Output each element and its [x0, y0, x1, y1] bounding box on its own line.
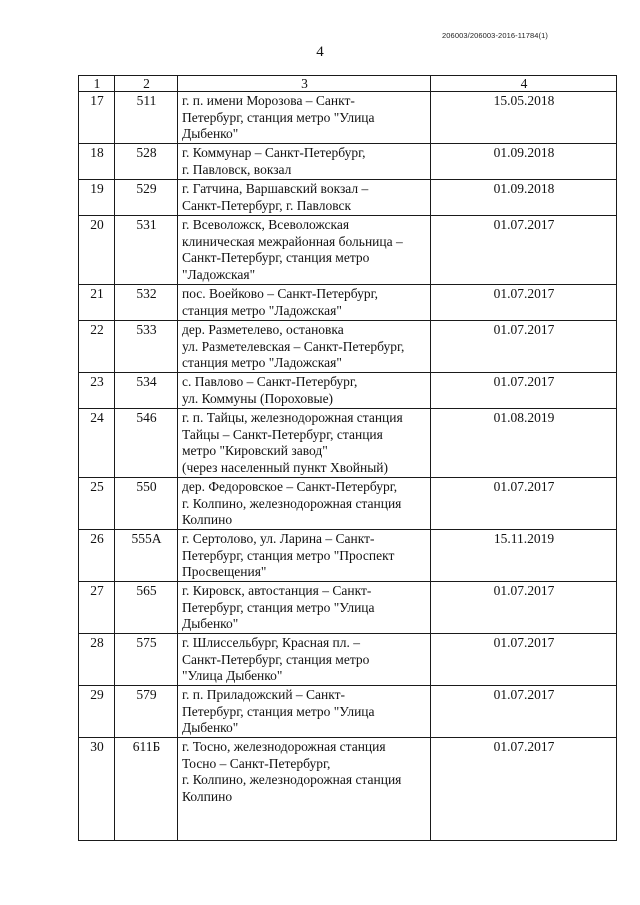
table-row — [79, 92, 617, 144]
start-date-cell: 01.07.2017 — [431, 634, 617, 686]
start-date-cell: 15.11.2019 — [431, 530, 617, 582]
row-number-cell: 22 — [79, 321, 115, 373]
route-description-cell: г. Тосно, железнодорожная станция Тосно – Санкт-Петербург, г. Колпино, железнодорожная станция Колпино — [178, 738, 431, 841]
route-description-cell: г. Кировск, автостанция – Санкт- Петербург, станция метро "Улица Дыбенко" — [178, 582, 431, 634]
start-date-cell: 01.07.2017 — [431, 582, 617, 634]
route-number-cell: 532 — [115, 285, 178, 321]
document-id: 206003/206003-2016-11784(1) — [442, 31, 548, 40]
start-date-cell: 01.08.2019 — [431, 409, 617, 478]
column-header: 4 — [431, 76, 617, 92]
route-description-cell: г. Всеволожск, Всеволожская клиническая межрайонная больница – Санкт-Петербург, станция метро "Ладожская" — [178, 216, 431, 285]
route-number-cell: 528 — [115, 144, 178, 180]
table-row — [79, 321, 617, 373]
route-description-cell: г. п. Тайцы, железнодорожная станция Тайцы – Санкт-Петербург, станция метро "Кировский завод" (через населенный пункт Хвойный) — [178, 409, 431, 478]
column-header: 3 — [178, 76, 431, 92]
route-description-cell: г. Шлиссельбург, Красная пл. – Санкт-Петербург, станция метро "Улица Дыбенко" — [178, 634, 431, 686]
start-date-cell: 01.09.2018 — [431, 144, 617, 180]
route-number-cell: 565 — [115, 582, 178, 634]
route-description-cell: дер. Федоровское – Санкт-Петербург, г. Колпино, железнодорожная станция Колпино — [178, 478, 431, 530]
start-date-cell: 01.07.2017 — [431, 478, 617, 530]
start-date-cell: 01.07.2017 — [431, 321, 617, 373]
row-number-cell: 29 — [79, 686, 115, 738]
row-number-cell: 30 — [79, 738, 115, 841]
row-number-cell: 23 — [79, 373, 115, 409]
route-number-cell: 555А — [115, 530, 178, 582]
page-number: 4 — [316, 44, 324, 60]
table-row — [79, 285, 617, 321]
route-description-cell: г. Коммунар – Санкт-Петербург, г. Павловск, вокзал — [178, 144, 431, 180]
column-header: 2 — [115, 76, 178, 92]
route-number-cell: 575 — [115, 634, 178, 686]
routes-table — [78, 75, 617, 841]
route-number-cell: 550 — [115, 478, 178, 530]
row-number-cell: 17 — [79, 92, 115, 144]
start-date-cell: 01.07.2017 — [431, 738, 617, 841]
row-number-cell: 28 — [79, 634, 115, 686]
row-number-cell: 20 — [79, 216, 115, 285]
route-description-cell: г. п. имени Морозова – Санкт- Петербург, станция метро "Улица Дыбенко" — [178, 92, 431, 144]
start-date-cell: 01.09.2018 — [431, 180, 617, 216]
row-number-cell: 24 — [79, 409, 115, 478]
route-number-cell: 534 — [115, 373, 178, 409]
route-number-cell: 533 — [115, 321, 178, 373]
route-description-cell: г. Гатчина, Варшавский вокзал – Санкт-Петербург, г. Павловск — [178, 180, 431, 216]
table-row — [79, 180, 617, 216]
table-body — [79, 92, 617, 841]
table-row — [79, 478, 617, 530]
start-date-cell: 01.07.2017 — [431, 686, 617, 738]
table-row — [79, 530, 617, 582]
table-row — [79, 582, 617, 634]
route-description-cell: г. п. Приладожский – Санкт- Петербург, станция метро "Улица Дыбенко" — [178, 686, 431, 738]
route-description-cell: с. Павлово – Санкт-Петербург, ул. Коммуны (Пороховые) — [178, 373, 431, 409]
row-number-cell: 19 — [79, 180, 115, 216]
column-header: 1 — [79, 76, 115, 92]
route-description-cell: пос. Воейково – Санкт-Петербург, станция метро "Ладожская" — [178, 285, 431, 321]
route-number-cell: 546 — [115, 409, 178, 478]
table-header-row — [79, 76, 617, 92]
row-number-cell: 18 — [79, 144, 115, 180]
start-date-cell: 01.07.2017 — [431, 216, 617, 285]
table-row — [79, 738, 617, 841]
start-date-cell: 01.07.2017 — [431, 373, 617, 409]
table-row — [79, 634, 617, 686]
table-row — [79, 409, 617, 478]
table-row — [79, 373, 617, 409]
start-date-cell: 15.05.2018 — [431, 92, 617, 144]
route-number-cell: 511 — [115, 92, 178, 144]
row-number-cell: 27 — [79, 582, 115, 634]
route-description-cell: дер. Разметелево, остановка ул. Разметелевская – Санкт-Петербург, станция метро "Ладожская" — [178, 321, 431, 373]
row-number-cell: 25 — [79, 478, 115, 530]
route-number-cell: 611Б — [115, 738, 178, 841]
route-number-cell: 531 — [115, 216, 178, 285]
route-description-cell: г. Сертолово, ул. Ларина – Санкт- Петербург, станция метро "Проспект Просвещения" — [178, 530, 431, 582]
start-date-cell: 01.07.2017 — [431, 285, 617, 321]
row-number-cell: 26 — [79, 530, 115, 582]
table-row — [79, 686, 617, 738]
route-number-cell: 529 — [115, 180, 178, 216]
route-number-cell: 579 — [115, 686, 178, 738]
row-number-cell: 21 — [79, 285, 115, 321]
table-row — [79, 216, 617, 285]
table-row — [79, 144, 617, 180]
